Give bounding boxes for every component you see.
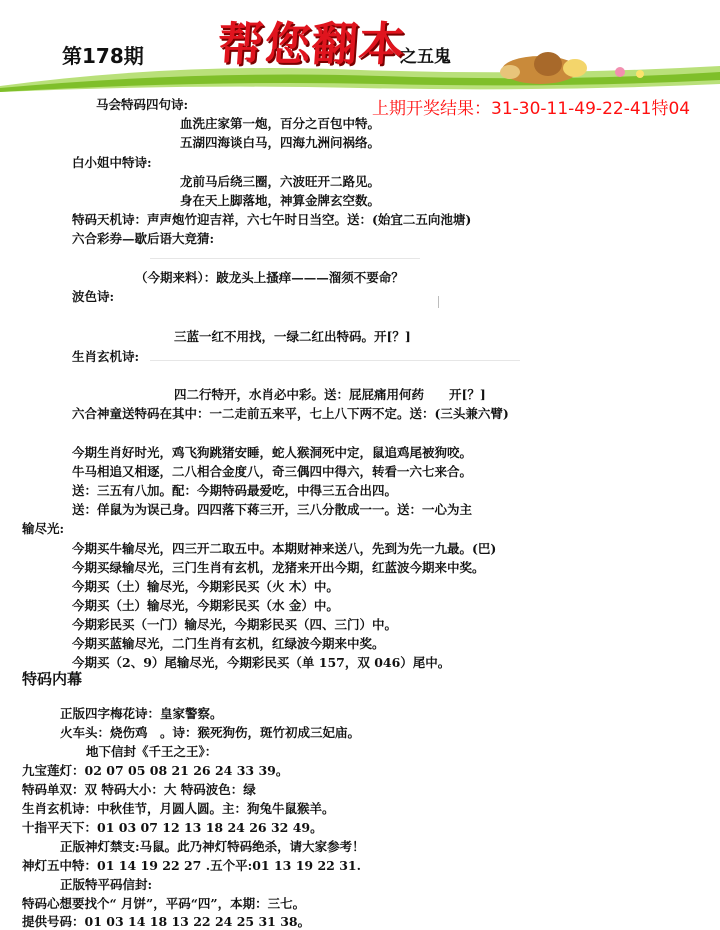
text-line: 今期彩民买（一门）输尽光，今期彩民买（四、三门）中。 <box>72 617 398 632</box>
text-line: 特码单双：双 特码大小：大 特码波色：绿 <box>22 782 256 797</box>
text-line: 牛马相追又相逐，二八相合金度八，奇三偶四中得六，转看一六七来合。 <box>72 464 473 479</box>
text-line: 白小姐中特诗: <box>72 155 152 170</box>
text-line: 生肖玄机诗：中秋佳节，月圆人圆。主：狗兔牛鼠猴羊。 <box>22 801 335 816</box>
text-line: 地下信封《千王之王》： <box>86 744 218 759</box>
last-result-value: 31-30-11-49-22-41特04 <box>491 99 691 119</box>
brand-subtitle: 之五鬼 <box>400 47 451 67</box>
text-line: 今期买（土）输尽光，今期彩民买（水 金）中。 <box>72 598 339 613</box>
divider <box>150 258 420 259</box>
text-line: 送：佯鼠为为误己身。四四落下蒋三开，三八分散成一一。送：一心为主 <box>72 502 473 517</box>
text-line: 十指平天下：01 03 07 12 13 18 24 26 32 49。 <box>22 820 323 835</box>
text-line: 正版特平码信封: <box>60 877 153 892</box>
text-line: 今期买牛输尽光，四三开二取五中。本期财神来送八，先到为先一九最。(巴) <box>72 541 497 556</box>
text-line: 今期买（土）输尽光，今期彩民买（火 木）中。 <box>72 579 339 594</box>
text-line: （今期来料）：跛龙头上搔痒———溜须不要命？ <box>135 270 404 285</box>
divider <box>150 360 520 361</box>
text-line: 波色诗: <box>72 289 115 304</box>
header-banner <box>0 0 720 95</box>
text-line: 今期买绿输尽光，三门生肖有玄机，龙猪来开出今期，红蓝波今期来中奖。 <box>72 560 485 575</box>
issue-number: 第178期 <box>62 44 144 68</box>
section-title: 特码内幕 <box>22 670 83 688</box>
text-line: 龙前马后绕三圈，六波旺开二路见。 <box>180 174 381 189</box>
last-result-label: 上期开奖结果： <box>372 99 491 119</box>
text-line: 特码天机诗：声声炮竹迎吉祥，六七午时日当空。送：(始宜二五向池塘) <box>72 212 472 227</box>
text-line: 正版四字梅花诗：皇家警察。 <box>60 706 223 721</box>
text-line: 火车头：烧伤鸡 。诗：猴死狗伤，斑竹初成三妃庙。 <box>60 725 361 740</box>
text-line: 神灯五中特：01 14 19 22 27 .五个平:01 13 19 22 31. <box>22 858 361 873</box>
text-line: 生肖玄机诗: <box>72 349 140 364</box>
last-result <box>372 94 690 119</box>
text-line: 送：三五有八加。配：今期特码最爱吃，中得三五合出四。 <box>72 483 398 498</box>
text-line: 身在天上脚落地，神算金牌玄空数。 <box>180 193 381 208</box>
text-line: 六合彩券—歇后语大竞猜: <box>72 231 215 246</box>
text-line: 今期买（2、9）尾输尽光，今期彩民买（单 157，双 046）尾中。 <box>72 655 451 670</box>
text-line: 九宝莲灯：02 07 05 08 21 26 24 33 39。 <box>22 763 289 778</box>
text-line: 今期买蓝输尽光，二门生肖有玄机，红绿波今期来中奖。 <box>72 636 385 651</box>
text-line: 今期生肖好时光，鸡飞狗跳猪安睡，蛇人猴洞死中定，鼠追鸡尾被狗咬。 <box>72 445 473 460</box>
brand-title: 帮您翻本 <box>215 17 408 71</box>
text-line: 马会特码四句诗: <box>96 97 189 112</box>
divider <box>438 296 439 308</box>
text-line: 提供号码：01 03 14 18 13 22 24 25 31 38。 <box>22 914 311 929</box>
text-line: 输尽光: <box>22 521 65 536</box>
text-line: 六合神童送特码在其中：一二走前五来平，七上八下两不定。送：(三头兼六臂) <box>72 406 509 421</box>
text-line: 特码心想要找个“ 月饼”，平码“四”，本期：三七。 <box>22 896 306 911</box>
text-line: 血洗庄家第一炮，百分之百包中特。 <box>180 116 381 131</box>
text-line: 四二行特开，水肖必中彩。送：屁屁痛用何药 开[？] <box>174 387 486 402</box>
text-line: 正版神灯禁支:马鼠。此乃神灯特码绝杀，请大家参考！ <box>60 839 365 854</box>
text-line: 五湖四海谈白马，四海九洲问祸络。 <box>180 135 381 150</box>
text-line: 三蓝一红不用找，一绿二红出特码。开[？] <box>174 329 411 344</box>
